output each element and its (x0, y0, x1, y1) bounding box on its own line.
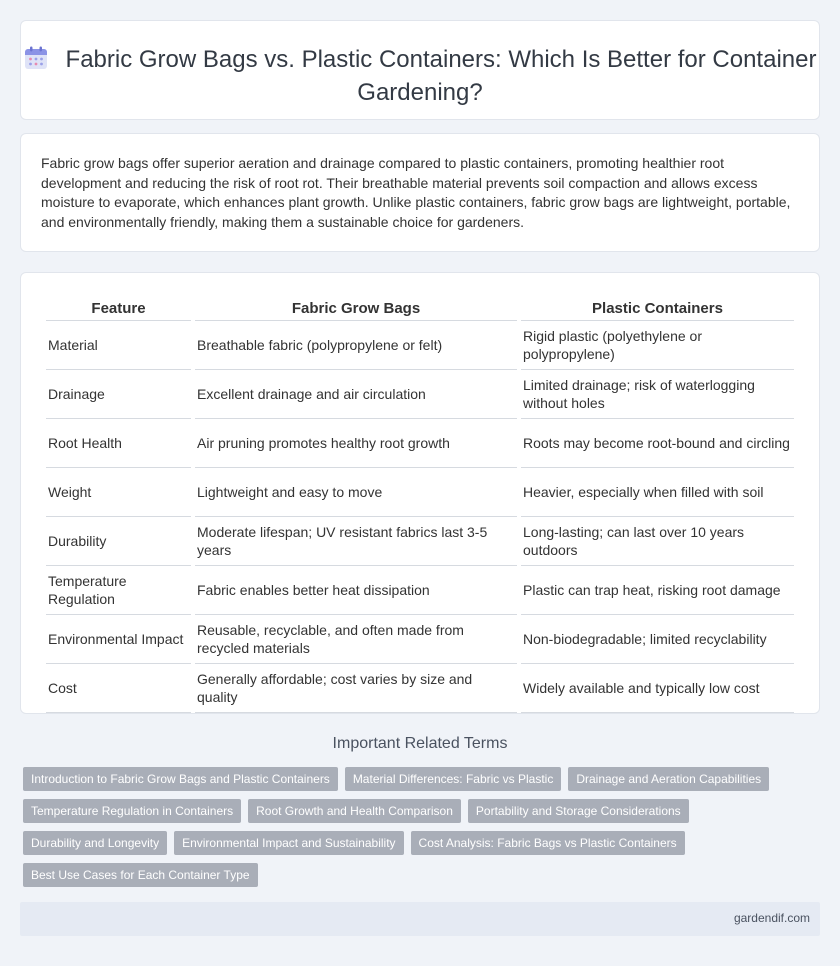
cell-fabric: Breathable fabric (polypropylene or felt) (195, 321, 517, 370)
cell-fabric: Excellent drainage and air circulation (195, 370, 517, 419)
cell-feature: Durability (46, 517, 191, 566)
header-card (20, 20, 820, 120)
cell-fabric: Reusable, recyclable, and often made from recycled materials (195, 615, 517, 664)
cell-feature: Environmental Impact (46, 615, 191, 664)
cell-feature: Root Health (46, 419, 191, 468)
table-row (46, 419, 794, 468)
cell-plastic: Roots may become root-bound and circling (521, 419, 794, 468)
header-plastic: Plastic Containers (521, 297, 794, 321)
intro-paragraph: Fabric grow bags offer superior aeration and drainage compared to plastic containers, promoting healthier root development and reducing the risk of root rot. Their breathable material prevents soil compaction and allows excess moisture to evaporate, which enhances plant growth. Unlike plastic containers, fabric grow bags are lightweight, portable, and environmentally friendly, making them a sustainable choice for gardeners. (41, 155, 791, 230)
comparison-table (42, 297, 798, 713)
cell-plastic: Non-biodegradable; limited recyclability (521, 615, 794, 664)
table-row (46, 517, 794, 566)
table-row (46, 566, 794, 615)
cell-fabric: Moderate lifespan; UV resistant fabrics last 3-5 years (195, 517, 517, 566)
related-tag[interactable]: Portability and Storage Considerations (468, 799, 689, 823)
cell-fabric: Fabric enables better heat dissipation (195, 566, 517, 615)
table-header-row (46, 297, 794, 321)
table-row (46, 321, 794, 370)
related-terms-tags (23, 767, 793, 887)
cell-feature: Temperature Regulation (46, 566, 191, 615)
footer-site-link[interactable]: gardendif.com (733, 911, 810, 925)
related-tag[interactable]: Durability and Longevity (23, 831, 167, 855)
header-feature: Feature (46, 297, 191, 321)
intro-card (20, 133, 820, 252)
table-row (46, 615, 794, 664)
related-tag[interactable]: Environmental Impact and Sustainability (174, 831, 403, 855)
footer (20, 902, 820, 936)
related-tag[interactable]: Temperature Regulation in Containers (23, 799, 241, 823)
cell-plastic: Heavier, especially when filled with soil (521, 468, 794, 517)
cell-feature: Weight (46, 468, 191, 517)
cell-plastic: Rigid plastic (polyethylene or polypropylene) (521, 321, 794, 370)
cell-plastic: Widely available and typically low cost (521, 664, 794, 713)
table-row (46, 370, 794, 419)
comparison-table-card (20, 272, 820, 714)
cell-feature: Material (46, 321, 191, 370)
page-title-wrap (21, 45, 819, 108)
cell-feature: Drainage (46, 370, 191, 419)
related-tag[interactable]: Introduction to Fabric Grow Bags and Plastic Containers (23, 767, 338, 791)
cell-plastic: Limited drainage; risk of waterlogging without holes (521, 370, 794, 419)
cell-plastic: Long-lasting; can last over 10 years outdoors (521, 517, 794, 566)
cell-fabric: Air pruning promotes healthy root growth (195, 419, 517, 468)
related-terms-title: Important Related Terms (332, 735, 508, 752)
related-tag[interactable]: Material Differences: Fabric vs Plastic (345, 767, 562, 791)
cell-fabric: Generally affordable; cost varies by size and quality (195, 664, 517, 713)
page-title: Fabric Grow Bags vs. Plastic Containers: Which Is Better for Container Gardening? (65, 46, 817, 106)
related-tag[interactable]: Root Growth and Health Comparison (248, 799, 461, 823)
cell-fabric: Lightweight and easy to move (195, 468, 517, 517)
cell-plastic: Plastic can trap heat, risking root damage (521, 566, 794, 615)
table-row (46, 468, 794, 517)
calendar-icon (24, 46, 48, 78)
cell-feature: Cost (46, 664, 191, 713)
table-row (46, 664, 794, 713)
related-tag[interactable]: Cost Analysis: Fabric Bags vs Plastic Containers (411, 831, 685, 855)
related-tag[interactable]: Drainage and Aeration Capabilities (568, 767, 769, 791)
header-fabric: Fabric Grow Bags (195, 297, 517, 321)
related-tag[interactable]: Best Use Cases for Each Container Type (23, 863, 258, 887)
